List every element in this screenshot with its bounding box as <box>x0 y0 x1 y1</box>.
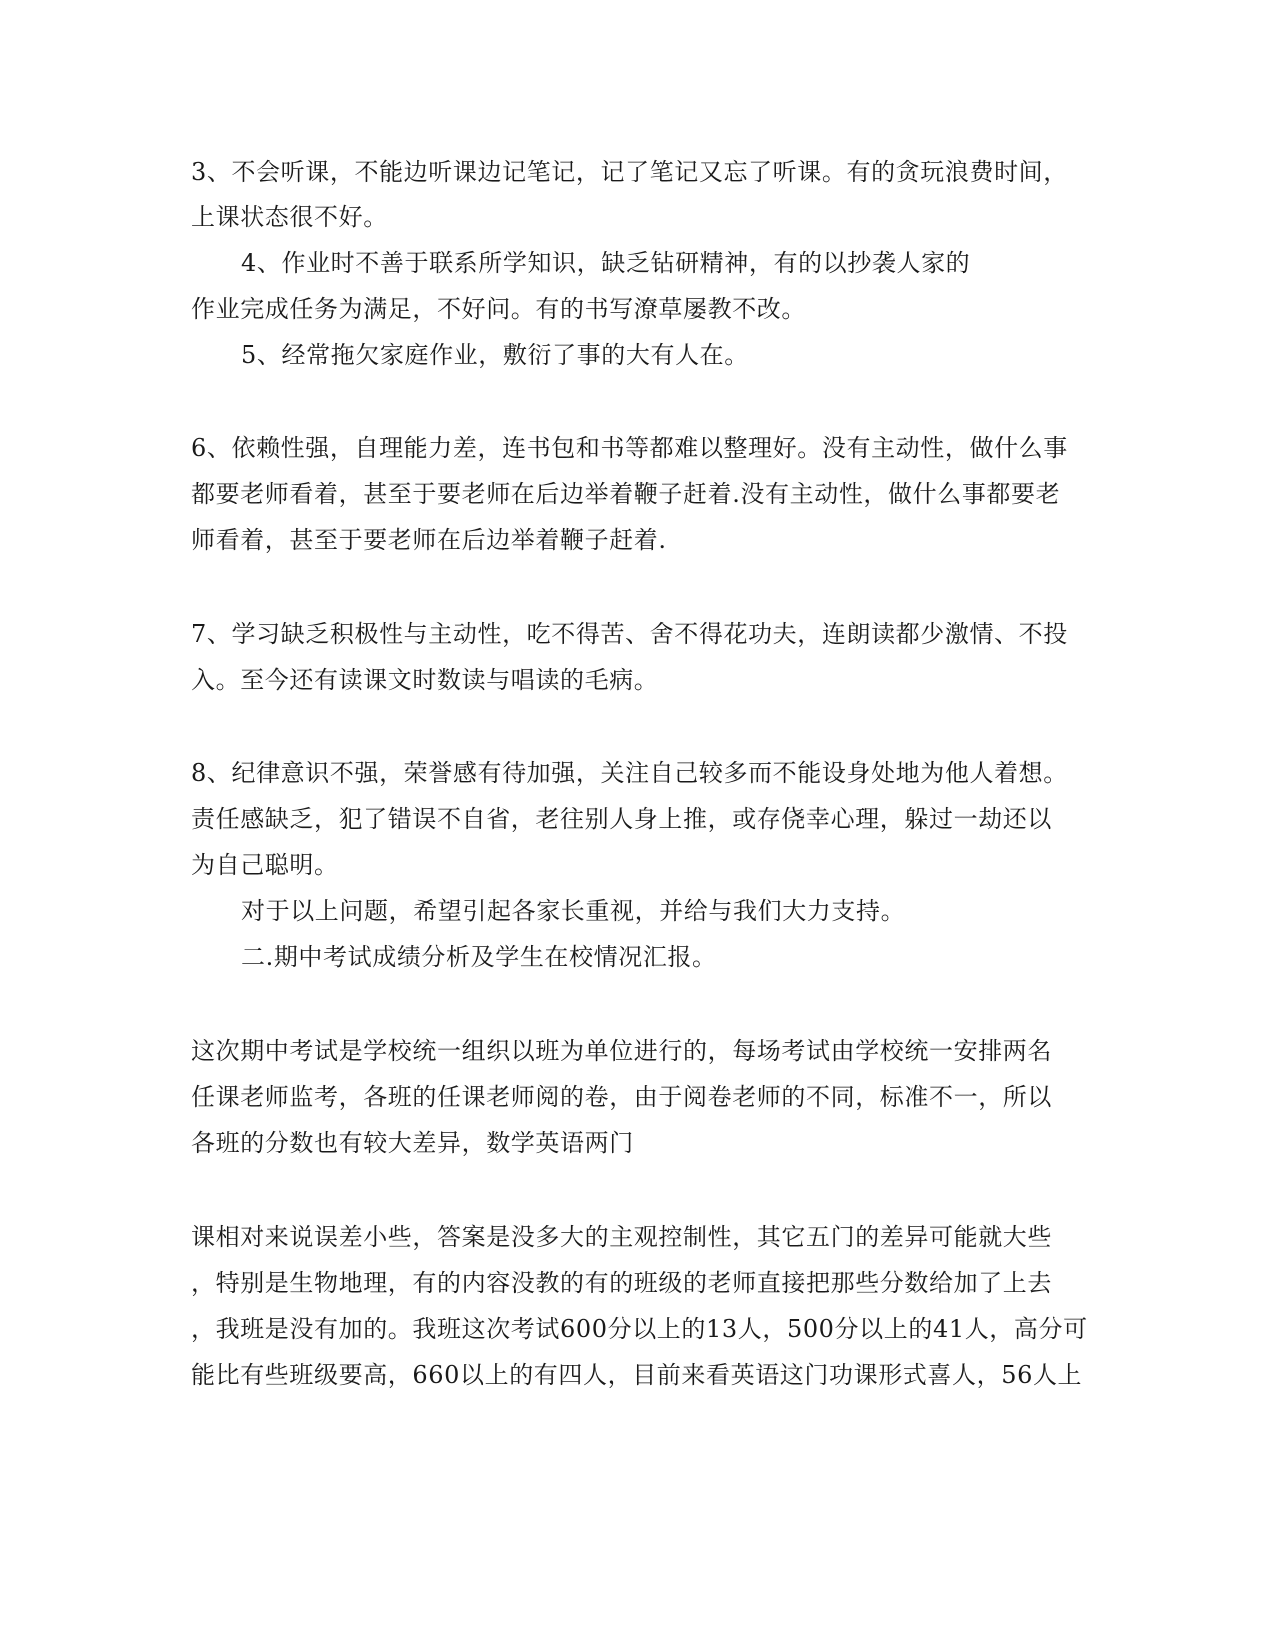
text-line: 作业完成任务为满足，不好问。有的书写潦草屡教不改。 <box>191 295 806 323</box>
text-line: 4、作业时不善于联系所学知识，缺乏钻研精神，有的以抄袭人家的 <box>241 249 971 277</box>
text-line: 3、不会听课，不能边听课边记笔记，记了笔记又忘了听课。有的贪玩浪费时间， <box>191 158 1068 186</box>
text-line: 8、纪律意识不强，荣誉感有待加强，关注自己较多而不能设身处地为他人着想。 <box>191 759 1068 787</box>
text-line: 7、学习缺乏积极性与主动性，吃不得苦、舍不得花功夫，连朗读都少激情、不投 <box>191 620 1068 648</box>
text-line: 为自己聪明。 <box>191 851 339 879</box>
text-line: 这次期中考试是学校统一组织以班为单位进行的，每场考试由学校统一安排两名 <box>191 1037 1052 1065</box>
text-line: 能比有些班级要高，660以上的有四人，目前来看英语这门功课形式喜人，56人上 <box>191 1361 1083 1389</box>
text-line: 5、经常拖欠家庭作业，敷衍了事的大有人在。 <box>241 341 749 369</box>
text-line: 都要老师看着，甚至于要老师在后边举着鞭子赶着.没有主动性，做什么事都要老 <box>191 480 1061 508</box>
text-line: 师看着，甚至于要老师在后边举着鞭子赶着. <box>191 526 667 554</box>
text-line: 课相对来说误差小些，答案是没多大的主观控制性，其它五门的差异可能就大些 <box>191 1223 1052 1251</box>
text-line: ，特别是生物地理，有的内容没教的有的班级的老师直接把那些分数给加了上去 <box>191 1269 1052 1297</box>
text-line: ，我班是没有加的。我班这次考试600分以上的13人，500分以上的41人，高分可 <box>191 1315 1088 1343</box>
text-line: 任课老师监考，各班的任课老师阅的卷，由于阅卷老师的不同，标准不一，所以 <box>191 1083 1052 1111</box>
text-line: 入。至今还有读课文时数读与唱读的毛病。 <box>191 666 659 694</box>
text-line: 上课状态很不好。 <box>191 203 388 231</box>
text-line: 6、依赖性强，自理能力差，连书包和书等都难以整理好。没有主动性，做什么事 <box>191 434 1068 462</box>
text-line: 各班的分数也有较大差异，数学英语两门 <box>191 1129 634 1157</box>
text-line: 对于以上问题，希望引起各家长重视，并给与我们大力支持。 <box>241 897 906 925</box>
text-line: 二.期中考试成绩分析及学生在校情况汇报。 <box>241 943 717 971</box>
text-line: 责任感缺乏，犯了错误不自省，老往别人身上推，或存侥幸心理，躲过一劫还以 <box>191 805 1052 833</box>
